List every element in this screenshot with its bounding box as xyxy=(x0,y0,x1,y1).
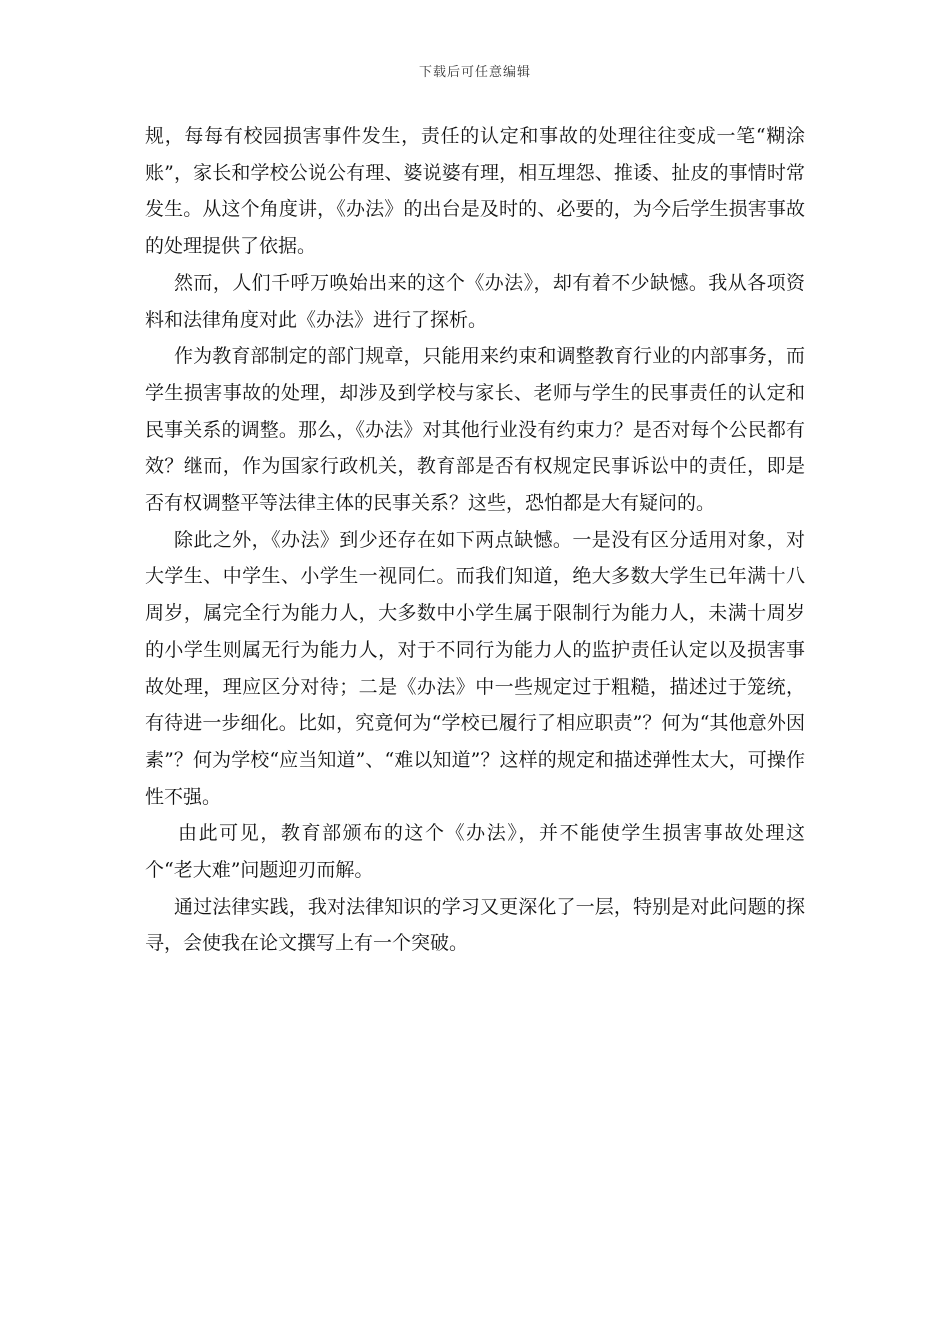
page-header: 下载后可任意编辑 xyxy=(418,65,531,80)
paragraph-two-shortcomings: 除此之外，《办法》到少还存在如下两点缺憾。一是没有区分适用对象，对大学生、中学生、小学生一视同仁。而我们知道，绝大多数大学生已年满十八周岁，属完全行为能力人，大多数中小学生属于限制行为能力人，未满十周岁的小学生则属无行为能力人，对于不同行为能力人的监护责任认定以及损害事故处理，理应区分对待；二是《办法》中一些规定过于粗糙，描述过于笼统，有待进一步细化。比如，究竟何为“学校已履行了相应职责”？何为“其他意外因素”？何为学校“应当知道”、“难以知道”？这样的规定和描述弹性太大，可操作性不强。 xyxy=(145,528,805,808)
document-body xyxy=(145,118,805,962)
paragraph-conclusion: 由此可见，教育部颁布的这个《办法》，并不能使学生损害事故处理这个“老大难”问题迎刃而解。 xyxy=(145,822,805,882)
paragraph-continuation: 规，每每有校园损害事件发生，责任的认定和事故的处理往往变成一笔“糊涂账”，家长和学校公说公有理、婆说婆有理，相互埋怨、推诿、扯皮的事情时常发生。从这个角度讲，《办法》的出台是及时的、必要的，为今后学生损害事故的处理提供了依据。 xyxy=(145,125,805,258)
paragraph-shortcomings-intro: 然而，人们千呼万唤始出来的这个《办法》，却有着不少缺憾。我从各项资料和法律角度对此《办法》进行了探析。 xyxy=(145,271,805,331)
paragraph-practice-summary: 通过法律实践，我对法律知识的学习又更深化了一层，特别是对此问题的探寻，会使我在论文撰写上有一个突破。 xyxy=(145,895,805,955)
paragraph-department-rules: 作为教育部制定的部门规章，只能用来约束和调整教育行业的内部事务，而学生损害事故的处理，却涉及到学校与家长、老师与学生的民事责任的认定和民事关系的调整。那么，《办法》对其他行业没有约束力？是否对每个公民都有效？继而，作为国家行政机关，教育部是否有权规定民事诉讼中的责任，即是否有权调整平等法律主体的民事关系？这些，恐怕都是大有疑问的。 xyxy=(145,345,805,515)
